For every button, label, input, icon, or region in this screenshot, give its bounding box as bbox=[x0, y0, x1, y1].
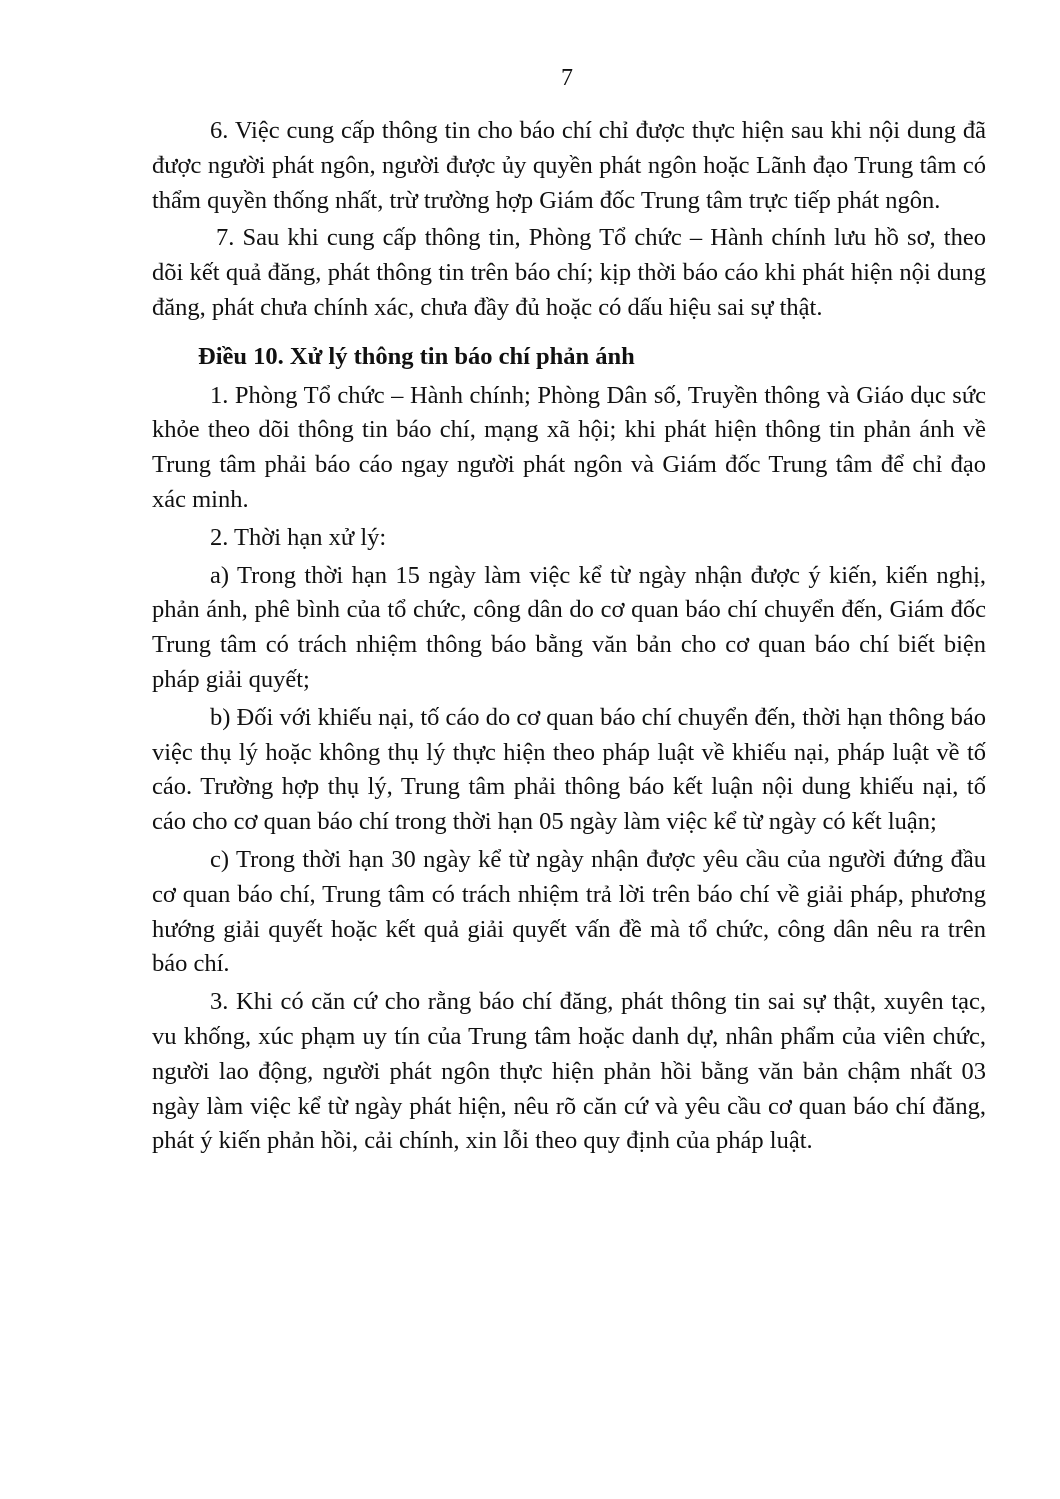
paragraph-clause-3: 3. Khi có căn cứ cho rằng báo chí đăng, phát thông tin sai sự thật, xuyên tạc, vu khống, xúc phạm uy tín của Trung tâm hoặc danh dự, nhân phẩm của viên chức, người lao động, người phát ngôn thực hiện phản hồi bằng văn bản chậm nhất 03 ngày làm việc kể từ ngày phát hiện, nêu rõ căn cứ và yêu cầu cơ quan báo chí đăng, phát ý kiến phản hồi, cải chính, xin lỗi theo quy định của pháp luật. bbox=[152, 988, 986, 1155]
paragraph-point-a: a) Trong thời hạn 15 ngày làm việc kể từ ngày nhận được ý kiến, kiến nghị, phản ánh, phê bình của tổ chức, công dân do cơ quan báo chí chuyển đến, Giám đốc Trung tâm có trách nhiệm thông báo bằng văn bản cho cơ quan báo chí biết biện pháp giải quyết; bbox=[152, 561, 986, 693]
paragraph-item-7: 7. Sau khi cung cấp thông tin, Phòng Tổ chức – Hành chính lưu hồ sơ, theo dõi kết quả đăng, phát thông tin trên báo chí; kịp thời báo cáo khi phát hiện nội dung đăng, phát chưa chính xác, chưa đầy đủ hoặc có dấu hiệu sai sự thật. bbox=[152, 224, 986, 321]
document-body bbox=[152, 114, 986, 1159]
paragraph-clause-2: 2. Thời hạn xử lý: bbox=[210, 523, 387, 551]
page-number: 7 bbox=[561, 65, 573, 91]
paragraph-point-c: c) Trong thời hạn 30 ngày kể từ ngày nhận được yêu cầu của người đứng đầu cơ quan báo chí, Trung tâm có trách nhiệm trả lời trên báo chí về giải pháp, phương hướng giải quyết hoặc kết quả giải quyết vấn đề mà tổ chức, công dân nêu ra trên báo chí. bbox=[152, 845, 986, 978]
paragraph-clause-1: 1. Phòng Tổ chức – Hành chính; Phòng Dân số, Truyền thông và Giáo dục sức khỏe theo dõi thông tin báo chí, mạng xã hội; khi phát hiện thông tin phản ánh về Trung tâm phải báo cáo ngay người phát ngôn và Giám đốc Trung tâm để chỉ đạo xác minh. bbox=[152, 381, 986, 513]
paragraph-item-6: 6. Việc cung cấp thông tin cho báo chí chỉ được thực hiện sau khi nội dung đã được người phát ngôn, người được ủy quyền phát ngôn hoặc Lãnh đạo Trung tâm có thẩm quyền thống nhất, trừ trường hợp Giám đốc Trung tâm trực tiếp phát ngôn. bbox=[152, 117, 986, 214]
paragraph-point-b: b) Đối với khiếu nại, tố cáo do cơ quan báo chí chuyển đến, thời hạn thông báo việc thụ lý hoặc không thụ lý thực hiện theo pháp luật về khiếu nại, pháp luật về tố cáo. Trường hợp thụ lý, Trung tâm phải thông báo kết luận nội dung khiếu nại, tố cáo cho cơ quan báo chí trong thời hạn 05 ngày làm việc kể từ ngày có kết luận; bbox=[152, 703, 986, 836]
article-heading: Điều 10. Xử lý thông tin báo chí phản ánh bbox=[198, 342, 635, 370]
